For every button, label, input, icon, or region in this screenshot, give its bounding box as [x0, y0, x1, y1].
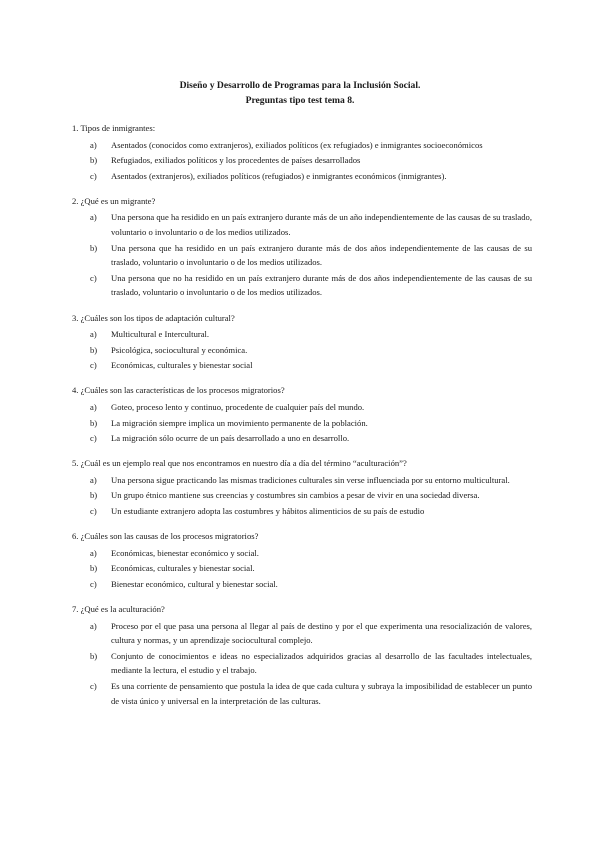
- option-label: c): [90, 360, 97, 371]
- option-list: [72, 327, 532, 373]
- question-text: 6. ¿Cuáles son las causas de los procesos migratorios?: [72, 531, 259, 542]
- option-b: [72, 488, 532, 503]
- option-label: a): [90, 547, 97, 558]
- option-b: [72, 241, 532, 270]
- option-a: [72, 546, 532, 561]
- option-text: Una persona que ha residido en un país extranjero durante más de dos años independientemente de las causas de su traslado, voluntario o involuntario o de los medios utilizados.: [111, 242, 532, 268]
- option-text: La migración sólo ocurre de un país desarrollado a uno en desarrollo.: [111, 433, 350, 444]
- option-list: [72, 619, 532, 709]
- option-text: Una persona sigue practicando las mismas tradiciones culturales sin verse influenciada por su entorno multicultural.: [111, 474, 510, 485]
- document-title: Diseño y Desarrollo de Programas para la Inclusión Social.: [179, 80, 421, 91]
- option-label: b): [90, 417, 98, 428]
- question-2: [72, 194, 532, 300]
- option-text: La migración siempre implica un movimiento permanente de la población.: [111, 417, 368, 428]
- option-label: b): [90, 563, 98, 574]
- question-text: 2. ¿Qué es un migrante?: [72, 195, 156, 206]
- option-c: [72, 504, 532, 519]
- option-label: c): [90, 170, 97, 181]
- option-label: b): [90, 242, 98, 253]
- option-c: [72, 431, 532, 446]
- option-label: a): [90, 329, 97, 340]
- option-label: b): [90, 344, 98, 355]
- option-text: Económicas, culturales y bienestar social: [111, 360, 253, 371]
- option-list: [72, 210, 532, 300]
- option-a: [72, 400, 532, 415]
- question-text: 3. ¿Cuáles son los tipos de adaptación cultural?: [72, 312, 235, 323]
- question-6: [72, 529, 532, 591]
- option-c: [72, 271, 532, 300]
- option-label: b): [90, 650, 98, 661]
- option-label: a): [90, 402, 97, 412]
- option-text: Una persona que ha residido en un país extranjero durante más de un año independientemente de las causas de su traslado, voluntario o involuntario o de los medios utilizados.: [111, 212, 532, 238]
- question-5: [72, 456, 532, 518]
- option-label: c): [90, 681, 97, 691]
- option-list: [72, 138, 532, 184]
- option-text: Refugiados, exiliados políticos y los procedentes de países desarrollados: [111, 155, 361, 166]
- option-text: Asentados (extranjeros), exiliados políticos (refugiados) e inmigrantes económicos (inmigrantes).: [111, 170, 447, 181]
- option-list: [72, 546, 532, 592]
- option-text: Un grupo étnico mantiene sus creencias y costumbres sin cambios a pesar de vivir en una sociedad diversa.: [111, 490, 480, 501]
- option-label: c): [90, 506, 97, 517]
- option-label: a): [90, 139, 97, 150]
- option-text: Multicultural e Intercultural.: [111, 329, 210, 340]
- question-list: [72, 121, 532, 719]
- question-3: [72, 311, 532, 373]
- option-text: Una persona que no ha residido en un país extranjero durante más de dos años independientemente de las causas de su traslado, voluntario o involuntario o de los medios utilizados.: [111, 272, 532, 298]
- option-b: [72, 416, 532, 431]
- option-c: [72, 358, 532, 373]
- option-text: Asentados (conocidos como extranjeros), exiliados políticos (ex refugiados) e inmigrantes socioeconómicos: [111, 139, 483, 150]
- option-a: [72, 473, 532, 488]
- question-4: [72, 383, 532, 445]
- option-b: [72, 153, 532, 168]
- question-7: [72, 602, 532, 708]
- option-a: [72, 210, 532, 239]
- option-text: Goteo, proceso lento y continuo, procedente de cualquier país del mundo.: [111, 402, 365, 412]
- option-label: c): [90, 272, 97, 283]
- option-a: [72, 138, 532, 153]
- document-subtitle: Preguntas tipo test tema 8.: [245, 95, 355, 106]
- option-text: Psicológica, sociocultural y económica.: [111, 344, 248, 355]
- option-b: [72, 561, 532, 576]
- option-text: Económicas, culturales y bienestar social.: [111, 563, 255, 574]
- option-text: Conjunto de conocimientos e ideas no especializados adquiridos gracias al desarrollo de las facultades intelectuales, mediante la lectura, el estudio y el trabajo.: [111, 650, 532, 676]
- option-label: a): [90, 620, 97, 631]
- option-label: a): [90, 212, 97, 223]
- option-label: c): [90, 578, 97, 589]
- option-label: b): [90, 490, 98, 501]
- question-text: 1. Tipos de inmigrantes:: [72, 123, 156, 133]
- option-label: a): [90, 474, 97, 485]
- option-c: [72, 169, 532, 184]
- option-a: [72, 619, 532, 648]
- option-list: [72, 400, 532, 446]
- option-text: Es una corriente de pensamiento que postula la idea de que cada cultura y subraya la imposibilidad de establecer un punto de vista único y universal en la interpretación de las culturas.: [111, 681, 532, 706]
- question-text: 7. ¿Qué es la aculturación?: [72, 604, 165, 615]
- option-b: [72, 343, 532, 358]
- option-text: Bienestar económico, cultural y bienestar social.: [111, 578, 278, 589]
- option-label: b): [90, 155, 98, 166]
- option-text: Un estudiante extranjero adopta las costumbres y hábitos alimenticios de su país de estudio: [111, 506, 425, 517]
- option-c: [72, 679, 532, 708]
- document-header: [0, 78, 600, 108]
- option-list: [72, 473, 532, 519]
- option-a: [72, 327, 532, 342]
- option-b: [72, 649, 532, 678]
- question-1: [72, 121, 532, 183]
- question-text: 4. ¿Cuáles son las características de los procesos migratorios?: [72, 385, 285, 396]
- option-text: Proceso por el que pasa una persona al llegar al país de destino y por el que experimenta una resocialización de valores, cultura y normas, y un aprendizaje sociocultural complejo.: [111, 620, 532, 646]
- option-text: Económicas, bienestar económico y social.: [111, 547, 259, 558]
- option-c: [72, 577, 532, 592]
- question-text: 5. ¿Cuál es un ejemplo real que nos encontramos en nuestro día a día del término “aculturación”?: [72, 458, 407, 469]
- option-label: c): [90, 433, 97, 444]
